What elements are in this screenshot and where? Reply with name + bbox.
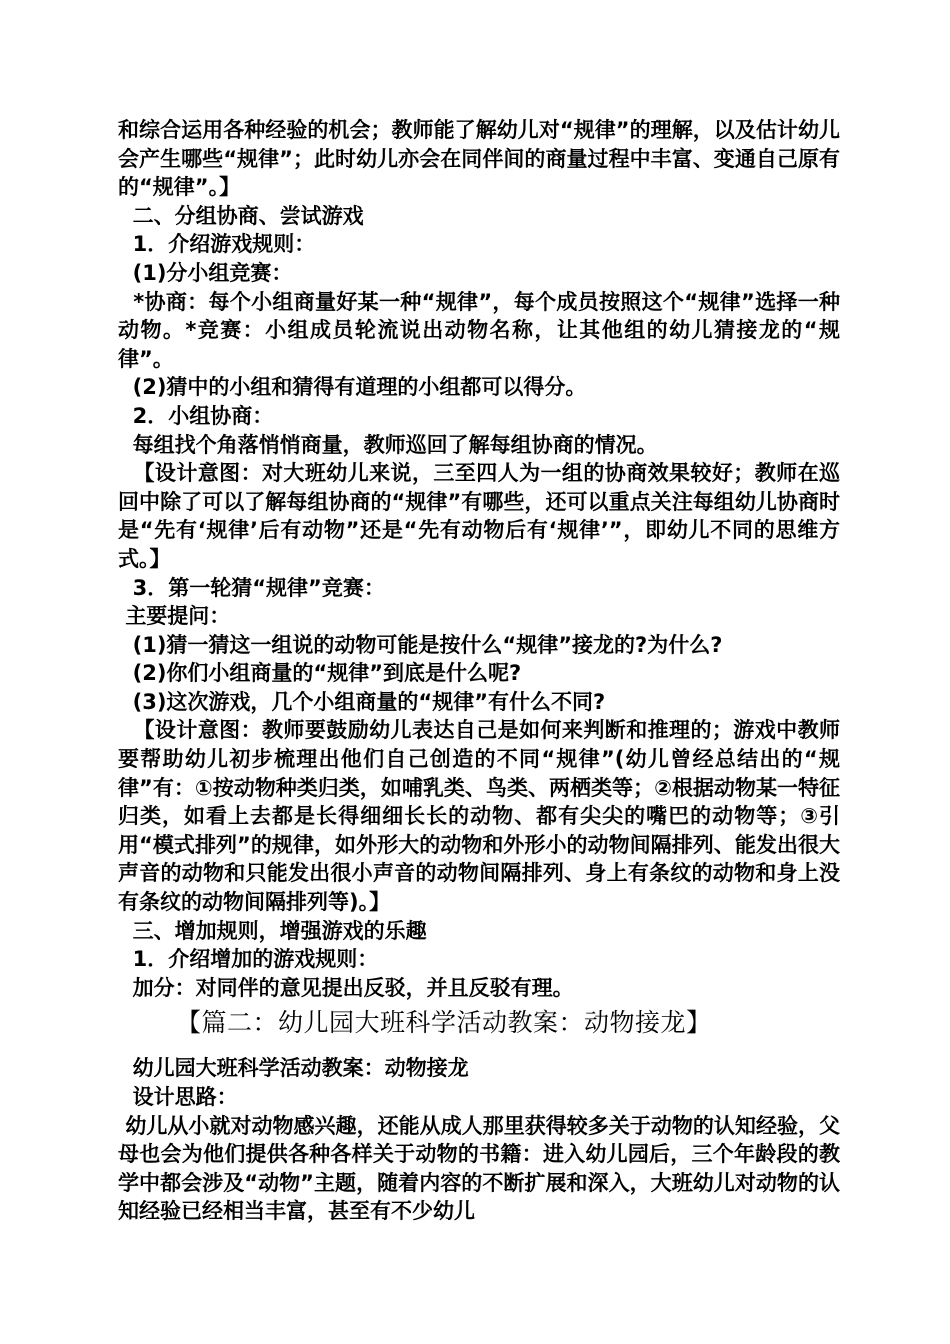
paragraph-group-corner: 每组找个角落悄悄商量，教师巡回了解每组协商的情况。 <box>118 432 658 457</box>
paragraph-design-intent-1: 【设计意图：对大班幼儿来说，三至四人为一组的协商效果较好；教师在巡回中除了可以了解每组协商的“规律”有哪些，还可以重点关注每组幼儿协商时是“先有‘规律’后有动物”还是“先有动物后有‘规律’”，即幼儿不同的思维方式。】 <box>118 461 840 571</box>
section-title: 【篇二：幼儿园大班科学活动教案：动物接龙】 <box>176 1008 712 1038</box>
question-1: (1)猜一猜这一组说的动物可能是按什么“规律”接龙的?为什么? <box>118 632 723 657</box>
heading-added-rules: 1．介绍增加的游戏规则： <box>118 947 379 972</box>
heading-group-negotiation: 二、分组协商、尝试游戏 <box>118 203 364 228</box>
heading-group-discussion: 2．小组协商： <box>118 403 274 428</box>
paragraph-bonus-points: 加分：对同伴的意见提出反驳，并且反驳有理。 <box>118 975 574 1000</box>
item-scoring: (2)猜中的小组和猜得有道理的小组都可以得分。 <box>118 375 587 400</box>
label-main-questions: 主要提问： <box>118 604 231 629</box>
paragraph-intent-summary: 和综合运用各种经验的机会；教师能了解幼儿对“规律”的理解，以及估计幼儿会产生哪些“规律”；此时幼儿亦会在同伴间的商量过程中丰富、变通自己原有的“规律”。】 <box>118 118 840 200</box>
paragraph-negotiate-compete: *协商：每个小组商量好某一种“规律”，每个成员按照这个“规律”选择一种动物。*竞赛：小组成员轮流说出动物名称，让其他组的幼儿猜接龙的“规律”。 <box>118 289 841 371</box>
heading-game-rules: 1．介绍游戏规则： <box>118 232 316 257</box>
question-3: (3)这次游戏，几个小组商量的“规律”有什么不同? <box>118 689 606 714</box>
heading-add-rules: 三、增加规则，增强游戏的乐趣 <box>118 918 427 943</box>
heading-design-idea: 设计思路： <box>118 1085 238 1109</box>
paragraph-design-idea: 幼儿从小就对动物感兴趣，还能从成人那里获得较多关于动物的认知经验，父母也会为他们提供各种各样关于动物的书籍：进入幼儿园后，三个年龄段的教学中都会涉及“动物”主题，随着内容的不断扩展和深入，大班幼儿对动物的认知经验已经相当丰富，甚至有不少幼儿 <box>118 1113 841 1224</box>
heading-first-round: 3．第一轮猜“规律”竞赛： <box>118 575 385 600</box>
paragraph-lesson-title: 幼儿园大班科学活动教案：动物接龙 <box>118 1056 469 1081</box>
question-2: (2)你们小组商量的“规律”到底是什么呢? <box>118 661 522 686</box>
item-group-competition: (1)分小组竞赛： <box>118 260 293 285</box>
document-page <box>118 116 840 1226</box>
paragraph-design-intent-2: 【设计意图：教师要鼓励幼儿表达自己是如何来判断和推理的；游戏中教师要帮助幼儿初步梳理出他们自己创造的不同“规律”(幼儿曾经总结出的“规律”有：①按动物种类归类，如哺乳类、鸟类、两栖类等；②根据动物某一特征归类，如看上去都是长得细细长长的动物、都有尖尖的嘴巴的动物等；③引用“模式排列”的规律，如外形大的动物和外形小的动物间隔排列、能发出很大声音的动物和只能发出很小声音的动物间隔排列、身上有条纹的动物和身上没有条纹的动物间隔排列等)。】 <box>118 718 840 915</box>
